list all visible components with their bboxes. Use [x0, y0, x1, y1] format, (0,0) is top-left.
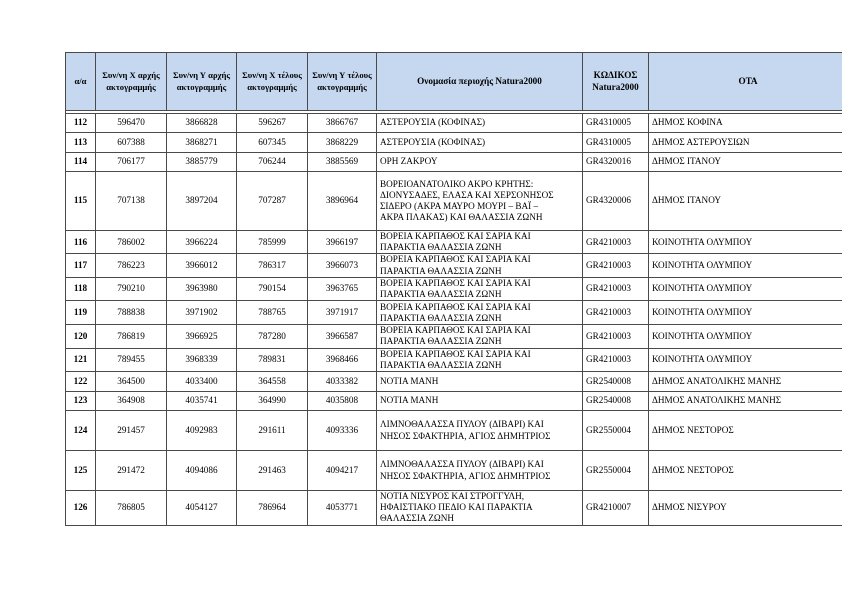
table-row — [66, 277, 842, 300]
cell-natura-code: GR2550004 — [583, 411, 649, 451]
table-row — [66, 153, 842, 172]
header-area-name: Ονομασία περιοχής Natura2000 — [377, 53, 583, 111]
cell-x-end: 786964 — [237, 491, 308, 526]
cell-area-name: ΑΣΤΕΡΟΥΣΙΑ (ΚΟΦΙΝΑΣ) — [377, 133, 583, 153]
cell-x-end: 790154 — [237, 277, 308, 300]
table-row — [66, 301, 842, 325]
table-row — [66, 392, 842, 411]
cell-area-name: ΒΟΡΕΙΑ ΚΑΡΠΑΘΟΣ ΚΑΙ ΣΑΡΙΑ ΚΑΙ ΠΑΡΑΚΤΙΑ ΘΑΛΑΣΣΙΑ ΖΩΝΗ — [377, 301, 583, 325]
natura-coastline-table — [65, 52, 842, 526]
cell-y-end: 3868229 — [308, 133, 377, 153]
table-row — [66, 451, 842, 491]
table-row — [66, 372, 842, 392]
cell-ota: ΚΟΙΝΟΤΗΤΑ ΟΛΥΜΠΟΥ — [649, 231, 842, 254]
cell-y-start: 4035741 — [167, 392, 237, 411]
cell-area-name: ΒΟΡΕΙΑ ΚΑΡΠΑΘΟΣ ΚΑΙ ΣΑΡΙΑ ΚΑΙ ΠΑΡΑΚΤΙΑ ΘΑΛΑΣΣΙΑ ΖΩΝΗ — [377, 254, 583, 277]
cell-natura-code: GR4210003 — [583, 325, 649, 348]
cell-natura-code: GR2540008 — [583, 392, 649, 411]
cell-x-end: 596267 — [237, 114, 308, 133]
table-row — [66, 133, 842, 153]
cell-ota: ΔΗΜΟΣ ΝΙΣΥΡΟΥ — [649, 491, 842, 526]
cell-x-start: 596470 — [96, 114, 167, 133]
table-row — [66, 231, 842, 254]
cell-y-start: 3966925 — [167, 325, 237, 348]
cell-y-start: 3868271 — [167, 133, 237, 153]
cell-y-end: 3966197 — [308, 231, 377, 254]
cell-x-end: 607345 — [237, 133, 308, 153]
table-body — [66, 111, 842, 526]
cell-y-start: 3966224 — [167, 231, 237, 254]
cell-natura-code: GR4210003 — [583, 277, 649, 300]
cell-y-end: 3885569 — [308, 153, 377, 172]
cell-natura-code: GR4210003 — [583, 301, 649, 325]
cell-x-start: 607388 — [96, 133, 167, 153]
cell-area-name: ΒΟΡΕΙΟΑΝΑΤΟΛΙΚΟ ΑΚΡΟ ΚΡΗΤΗΣ: ΔΙΟΝΥΣΑΔΕΣ, ΕΛΑΣΑ ΚΑΙ ΧΕΡΣΟΝΗΣΟΣ ΣΙΔΕΡΟ (ΑΚΡΑ ΜΑΥΡΟ ΜΟΥΡΙ – ΒΑΪ – ΑΚΡΑ ΠΛΑΚΑΣ) ΚΑΙ ΘΑΛΑΣΣΙΑ ΖΩΝΗ — [377, 172, 583, 231]
cell-x-start: 291472 — [96, 451, 167, 491]
cell-aa: 119 — [66, 301, 96, 325]
cell-ota: ΔΗΜΟΣ ΝΕΣΤΟΡΟΣ — [649, 411, 842, 451]
table-row — [66, 411, 842, 451]
cell-aa: 122 — [66, 372, 96, 392]
cell-y-start: 4094086 — [167, 451, 237, 491]
table-row — [66, 172, 842, 231]
cell-aa: 123 — [66, 392, 96, 411]
cell-x-start: 786805 — [96, 491, 167, 526]
cell-area-name: ΝΟΤΙΑ ΝΙΣΥΡΟΣ ΚΑΙ ΣΤΡΟΓΓΥΛΗ, ΗΦΑΙΣΤΙΑΚΟ ΠΕΔΙΟ ΚΑΙ ΠΑΡΑΚΤΙΑ ΘΑΛΑΣΣΙΑ ΖΩΝΗ — [377, 491, 583, 526]
cell-x-end: 291611 — [237, 411, 308, 451]
cell-y-end: 3866767 — [308, 114, 377, 133]
cell-x-end: 364990 — [237, 392, 308, 411]
cell-area-name: ΒΟΡΕΙΑ ΚΑΡΠΑΘΟΣ ΚΑΙ ΣΑΡΙΑ ΚΑΙ ΠΑΡΑΚΤΙΑ ΘΑΛΑΣΣΙΑ ΖΩΝΗ — [377, 277, 583, 300]
cell-natura-code: GR4320006 — [583, 172, 649, 231]
cell-x-end: 291463 — [237, 451, 308, 491]
cell-aa: 120 — [66, 325, 96, 348]
cell-aa: 112 — [66, 114, 96, 133]
cell-x-start: 706177 — [96, 153, 167, 172]
cell-aa: 116 — [66, 231, 96, 254]
cell-aa: 125 — [66, 451, 96, 491]
cell-y-end: 3968466 — [308, 348, 377, 371]
cell-aa: 113 — [66, 133, 96, 153]
cell-x-end: 364558 — [237, 372, 308, 392]
cell-area-name: ΒΟΡΕΙΑ ΚΑΡΠΑΘΟΣ ΚΑΙ ΣΑΡΙΑ ΚΑΙ ΠΑΡΑΚΤΙΑ ΘΑΛΑΣΣΙΑ ΖΩΝΗ — [377, 325, 583, 348]
cell-x-start: 291457 — [96, 411, 167, 451]
cell-y-end: 3896964 — [308, 172, 377, 231]
cell-x-end: 785999 — [237, 231, 308, 254]
cell-y-end: 3971917 — [308, 301, 377, 325]
cell-y-start: 4033400 — [167, 372, 237, 392]
cell-y-start: 3963980 — [167, 277, 237, 300]
cell-natura-code: GR4320016 — [583, 153, 649, 172]
cell-y-end: 3963765 — [308, 277, 377, 300]
cell-y-start: 3866828 — [167, 114, 237, 133]
cell-ota: ΚΟΙΝΟΤΗΤΑ ΟΛΥΜΠΟΥ — [649, 301, 842, 325]
cell-y-end: 4033382 — [308, 372, 377, 392]
table-row — [66, 114, 842, 133]
cell-area-name: ΟΡΗ ΖΑΚΡΟΥ — [377, 153, 583, 172]
cell-ota: ΔΗΜΟΣ ΙΤΑΝΟΥ — [649, 153, 842, 172]
cell-y-start: 4054127 — [167, 491, 237, 526]
cell-ota: ΚΟΙΝΟΤΗΤΑ ΟΛΥΜΠΟΥ — [649, 277, 842, 300]
header-ota: ΟΤΑ — [649, 53, 842, 111]
cell-y-start: 4092983 — [167, 411, 237, 451]
cell-x-end: 706244 — [237, 153, 308, 172]
cell-natura-code: GR4210003 — [583, 254, 649, 277]
cell-x-end: 788765 — [237, 301, 308, 325]
cell-natura-code: GR4210007 — [583, 491, 649, 526]
table-row — [66, 254, 842, 277]
cell-area-name: ΒΟΡΕΙΑ ΚΑΡΠΑΘΟΣ ΚΑΙ ΣΑΡΙΑ ΚΑΙ ΠΑΡΑΚΤΙΑ ΘΑΛΑΣΣΙΑ ΖΩΝΗ — [377, 348, 583, 371]
cell-y-end: 3966073 — [308, 254, 377, 277]
cell-aa: 126 — [66, 491, 96, 526]
cell-natura-code: GR2550004 — [583, 451, 649, 491]
cell-y-end: 3966587 — [308, 325, 377, 348]
cell-x-start: 364500 — [96, 372, 167, 392]
cell-ota: ΔΗΜΟΣ ΑΣΤΕΡΟΥΣΙΩΝ — [649, 133, 842, 153]
cell-area-name: ΑΣΤΕΡΟΥΣΙΑ (ΚΟΦΙΝΑΣ) — [377, 114, 583, 133]
cell-aa: 121 — [66, 348, 96, 371]
header-y-start: Συν/νη Υ αρχής ακτογραμμής — [167, 53, 237, 111]
cell-x-end: 787280 — [237, 325, 308, 348]
cell-x-start: 788838 — [96, 301, 167, 325]
cell-y-start: 3966012 — [167, 254, 237, 277]
cell-x-start: 790210 — [96, 277, 167, 300]
cell-area-name: ΒΟΡΕΙΑ ΚΑΡΠΑΘΟΣ ΚΑΙ ΣΑΡΙΑ ΚΑΙ ΠΑΡΑΚΤΙΑ ΘΑΛΑΣΣΙΑ ΖΩΝΗ — [377, 231, 583, 254]
table-row — [66, 491, 842, 526]
cell-x-start: 786819 — [96, 325, 167, 348]
cell-aa: 115 — [66, 172, 96, 231]
cell-area-name: ΝΟΤΙΑ ΜΑΝΗ — [377, 392, 583, 411]
cell-aa: 114 — [66, 153, 96, 172]
cell-ota: ΚΟΙΝΟΤΗΤΑ ΟΛΥΜΠΟΥ — [649, 254, 842, 277]
cell-y-end: 4093336 — [308, 411, 377, 451]
cell-x-start: 786002 — [96, 231, 167, 254]
header-natura-code: ΚΩΔΙΚΟΣ Natura2000 — [583, 53, 649, 111]
cell-ota: ΔΗΜΟΣ ΑΝΑΤΟΛΙΚΗΣ ΜΑΝΗΣ — [649, 372, 842, 392]
cell-aa: 124 — [66, 411, 96, 451]
cell-x-start: 786223 — [96, 254, 167, 277]
cell-natura-code: GR4310005 — [583, 133, 649, 153]
header-aa: α/α — [66, 53, 96, 111]
cell-x-start: 789455 — [96, 348, 167, 371]
table-row — [66, 348, 842, 371]
cell-natura-code: GR4210003 — [583, 348, 649, 371]
header-x-start: Συν/νη Χ αρχής ακτογραμμής — [96, 53, 167, 111]
table-header — [66, 53, 842, 111]
header-y-end: Συν/νη Υ τέλους ακτογραμμής — [308, 53, 377, 111]
cell-y-start: 3971902 — [167, 301, 237, 325]
cell-y-end: 4094217 — [308, 451, 377, 491]
cell-area-name: ΛΙΜΝΟΘΑΛΑΣΣΑ ΠΥΛΟΥ (ΔΙΒΑΡΙ) ΚΑΙ ΝΗΣΟΣ ΣΦΑΚΤΗΡΙΑ, ΑΓΙΟΣ ΔΗΜΗΤΡΙΟΣ — [377, 451, 583, 491]
cell-natura-code: GR2540008 — [583, 372, 649, 392]
cell-y-start: 3885779 — [167, 153, 237, 172]
cell-area-name: ΛΙΜΝΟΘΑΛΑΣΣΑ ΠΥΛΟΥ (ΔΙΒΑΡΙ) ΚΑΙ ΝΗΣΟΣ ΣΦΑΚΤΗΡΙΑ, ΑΓΙΟΣ ΔΗΜΗΤΡΙΟΣ — [377, 411, 583, 451]
cell-x-start: 707138 — [96, 172, 167, 231]
cell-ota: ΔΗΜΟΣ ΚΟΦΙΝΑ — [649, 114, 842, 133]
header-x-end: Συν/νη Χ τέλους ακτογραμμής — [237, 53, 308, 111]
cell-natura-code: GR4210003 — [583, 231, 649, 254]
cell-y-start: 3968339 — [167, 348, 237, 371]
cell-x-start: 364908 — [96, 392, 167, 411]
cell-x-end: 789831 — [237, 348, 308, 371]
cell-aa: 118 — [66, 277, 96, 300]
cell-ota: ΔΗΜΟΣ ΙΤΑΝΟΥ — [649, 172, 842, 231]
cell-natura-code: GR4310005 — [583, 114, 649, 133]
cell-ota: ΚΟΙΝΟΤΗΤΑ ΟΛΥΜΠΟΥ — [649, 325, 842, 348]
table-row — [66, 325, 842, 348]
cell-y-end: 4053771 — [308, 491, 377, 526]
cell-ota: ΚΟΙΝΟΤΗΤΑ ΟΛΥΜΠΟΥ — [649, 348, 842, 371]
cell-ota: ΔΗΜΟΣ ΑΝΑΤΟΛΙΚΗΣ ΜΑΝΗΣ — [649, 392, 842, 411]
cell-y-start: 3897204 — [167, 172, 237, 231]
cell-aa: 117 — [66, 254, 96, 277]
cell-y-end: 4035808 — [308, 392, 377, 411]
cell-x-end: 707287 — [237, 172, 308, 231]
cell-ota: ΔΗΜΟΣ ΝΕΣΤΟΡΟΣ — [649, 451, 842, 491]
cell-x-end: 786317 — [237, 254, 308, 277]
cell-area-name: ΝΟΤΙΑ ΜΑΝΗ — [377, 372, 583, 392]
